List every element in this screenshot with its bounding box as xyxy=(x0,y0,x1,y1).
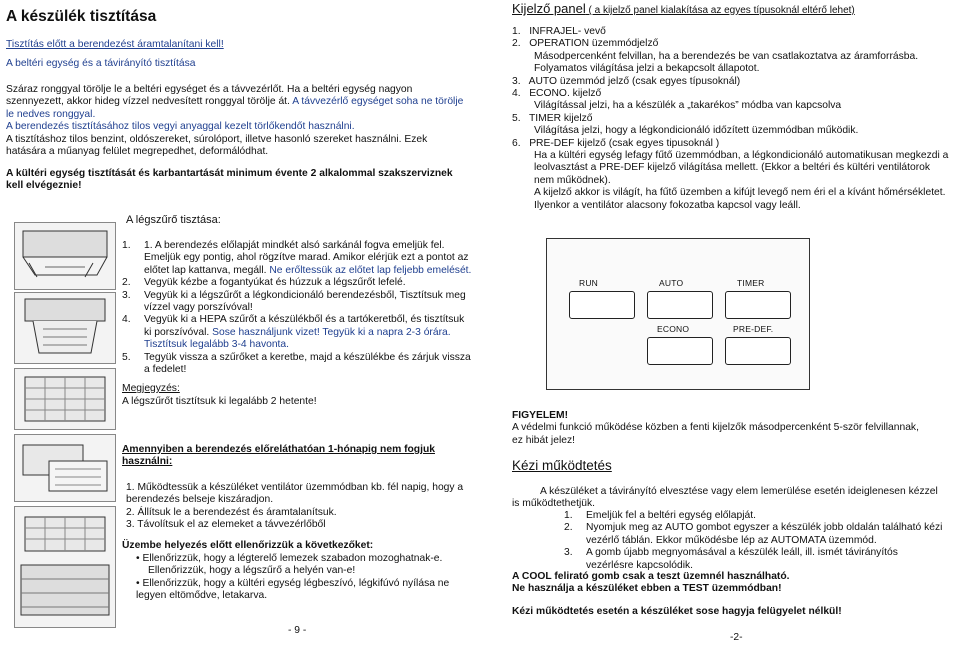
startup-title: Üzembe helyezés előtt ellenőrizzük a következőket: xyxy=(122,540,374,551)
para1-text: Száraz ronggyal törölje le a beltéri egységet és a távvezérlőt. Ha a beltéri egység nagyon szennyezett, akkor hideg vízzel nedvesített ronggyal törölje át. xyxy=(6,84,413,108)
indicator-item: 6. PRE-DEF kijelző (csak egyes tipusoknál ) xyxy=(512,137,720,149)
panel-label-run: RUN xyxy=(579,278,599,288)
startup-checklist xyxy=(136,553,466,603)
filter-step: 5. Tegyük vissza a szűrőket a keretbe, majd a készülékbe és zárjuk vissza a fedelet! xyxy=(122,351,471,376)
indicator-list xyxy=(512,26,952,212)
manual-step: 3. A gomb újabb megnyomásával a készülék leáll, ill. ismét távirányítós vezérlésre kapcsolódik. xyxy=(564,547,898,571)
indicator-item: 5. TIMER kijelző xyxy=(512,112,593,124)
filter-pull-drawing xyxy=(15,293,115,363)
indoor-unit-subhead: A beltéri egység és a távirányító tisztítása xyxy=(6,58,196,69)
right-page xyxy=(480,0,960,648)
cleaning-paragraph-1 xyxy=(6,84,464,158)
test-mode-note: Ne használja a készüléket ebben a TEST üzemmódban! xyxy=(512,583,782,594)
panel-label-auto: AUTO xyxy=(659,278,684,288)
indicator-item: 4. ECONO. kijelző xyxy=(512,88,602,100)
checklist-item: • Ellenőrizzük, hogy a kültéri egység légbeszívó, légkifúvó nyílása ne legyen eltömődve, letakarva. xyxy=(136,577,450,602)
manual-operation-title: Kézi működtetés xyxy=(512,458,612,473)
indicator-desc: Másodpercenként felvillan, ha a berendezés be van csatlakoztatva az áramforrásba. Folyamatos világítása jelzi a bekapcsolt állapotot. xyxy=(534,50,919,75)
filter-steps xyxy=(122,240,472,376)
filter-step: 1. 1. A berendezés előlapját mindkét alsó sarkánál fogva emeljük fel. Emeljük egy pontig, ahol rögzítve marad. Amikor elérjük ezt a pontot az előtet lap kattanva, megáll. Ne erőltessük az előtet lap feljebb emelését. xyxy=(122,240,472,276)
para2-text: A tisztításhoz tilos benzint, oldószereket, súrolóport, illetve hasonló szereket használni. Ezek hatására a műanyag felület megrepedhet, deformálódhat. xyxy=(6,133,428,158)
warning-label: FIGYELEM! xyxy=(512,410,569,421)
indicator-desc: Világítással jelzi, ha a készülék a „takarékos” módba van kapcsolva xyxy=(534,100,842,112)
monthly-step: 3. Távolítsuk el az elemeket a távvezérlőből xyxy=(126,519,326,531)
filter-step: 4. Vegyük ki a HEPA szűrőt a készülékből és a tartókeretből, és tisztítsuk ki porszívóval. Sose használjunk vizet! Tegyük ki a napra 2-3 órára. Tisztítsuk legalább 3-4 havonta. xyxy=(122,314,465,351)
page-number-left: - 9 - xyxy=(288,625,307,636)
checklist-item: • Ellenőrizzük, hogy a légterelő lemezek szabadon mozoghatnak-e. xyxy=(136,553,443,564)
filter-step: 2. Vegyük kézbe a fogantyúkat és húzzuk a légszűrőt lefelé. xyxy=(122,277,406,289)
indicator-desc: Ha a kültéri egység lefagy fűtő üzemmódban, a légkondicionáló automatikusan megkezdi a leolvasztást a PRE-DEF kijelző világítása mellett. (Ekkor a beltéri és kültéri ventilátorok nem működnek). A kijelző akkor is világít, ha fűtő üzemben a kifújt levegő nem éri el a kívánt hőmérsékletet. Ilyenkor a ventilátor alacsony fokozatba kapcsol vagy leáll. xyxy=(534,150,949,211)
para1-warning: A távvezérlő egységet soha ne törölje le nedves ronggyal. xyxy=(6,96,464,120)
reassemble-drawing xyxy=(15,507,115,627)
panel-label-econo: ECONO xyxy=(657,324,690,334)
monthly-step: 2. Állítsuk le a berendezést és áramtalanítsuk. xyxy=(126,506,337,518)
manual-step: 1. Emeljük fel a beltéri egység előlapját. xyxy=(564,510,756,521)
panel-indicator-timer xyxy=(725,291,791,319)
panel-indicator-auto xyxy=(647,291,713,319)
display-panel-title: Kijelző panel xyxy=(512,1,586,16)
indicator-item: 2. OPERATION üzemmódjelző xyxy=(512,38,659,50)
checklist-item: Ellenőrizzük, hogy a légszűrő a helyén van-e! xyxy=(148,565,356,577)
illustration-reassemble xyxy=(14,506,116,628)
indicator-desc: Világítása jelzi, hogy a légkondicionáló időzített üzemmódban működik. xyxy=(534,125,859,137)
panel-indicator-predef xyxy=(725,337,791,365)
indicator-item: 1. INFRAJEL- vevő xyxy=(512,26,606,37)
illustration-filter-mesh xyxy=(14,368,116,430)
supervision-note: Kézi működtetés esetén a készüléket sose hagyja felügyelet nélkül! xyxy=(512,606,842,617)
service-notice: A kültéri egység tisztítását és karbantartását minimum évente 2 alkalommal szakszerviznek kell elvégeznie! xyxy=(6,168,453,192)
protection-warning xyxy=(512,410,932,447)
indicator-item: 3. AUTO üzemmód jelző (csak egyes típusoknál) xyxy=(512,75,741,87)
manual-steps xyxy=(564,510,948,572)
page-number-right: -2- xyxy=(730,632,743,643)
panel-label-timer: TIMER xyxy=(737,278,765,288)
panel-indicator-econo xyxy=(647,337,713,365)
para2-warning: A berendezés tisztításához tilos vegyi anyaggal kezelt törlőkendőt használni. xyxy=(6,121,355,133)
note-text: A légszűrőt tisztítsuk ki legalább 2 hetente! xyxy=(122,396,317,407)
front-panel-drawing xyxy=(15,223,115,289)
cleaning-title: A készülék tisztítása xyxy=(6,8,157,25)
warning-text: A védelmi funkció működése közben a fenti kijelzők másodpercenként 5-ször felvillannak, ez hibát jelez! xyxy=(512,422,919,446)
monthly-steps xyxy=(126,482,471,532)
manual-intro: A készüléket a távirányító elvesztése vagy elem lemerülése esetén ideiglenesen kézzel is működtethetjük. xyxy=(512,486,938,510)
display-panel-diagram xyxy=(546,238,810,390)
note-label: Megjegyzés: xyxy=(122,383,180,394)
manual-step: 2. Nyomjuk meg az AUTO gombot egyszer a készülék jobb oldalán található kézi vezérlő táblán. Ekkor működésbe lép az AUTOMATA üzemmód. xyxy=(564,522,943,546)
filter-title: A légszűrő tisztása: xyxy=(126,214,221,226)
illustration-front-panel xyxy=(14,222,116,290)
display-panel-note: ( a kijelző panel kialakítása az egyes típusoknál eltérő lehet) xyxy=(585,5,855,16)
panel-label-predef: PRE-DEF. xyxy=(733,324,774,334)
display-panel-heading xyxy=(512,0,952,18)
illustration-filter-pull xyxy=(14,292,116,364)
monthly-title: Amennyiben a berendezés előreláthatóan 1-hónapig nem fogjuk használni: xyxy=(122,444,435,468)
monthly-step: 1. Működtessük a készüléket ventilátor üzemmódban kb. fél napig, hogy a berendezés belseje kiszáradjon. xyxy=(126,482,464,506)
hepa-filter-drawing xyxy=(15,435,115,501)
filter-mesh-drawing xyxy=(15,369,115,429)
illustration-hepa-filter xyxy=(14,434,116,502)
filter-step: 3. Vegyük ki a légszűrőt a légkondicionáló berendezésből, Tisztítsuk meg vízzel vagy porszívóval! xyxy=(122,289,466,314)
cool-button-note: A COOL felirató gomb csak a teszt üzemnél használható. xyxy=(512,571,790,582)
power-off-warning: Tisztítás előtt a berendezést áramtalanítani kell! xyxy=(6,39,224,50)
panel-indicator-run xyxy=(569,291,635,319)
